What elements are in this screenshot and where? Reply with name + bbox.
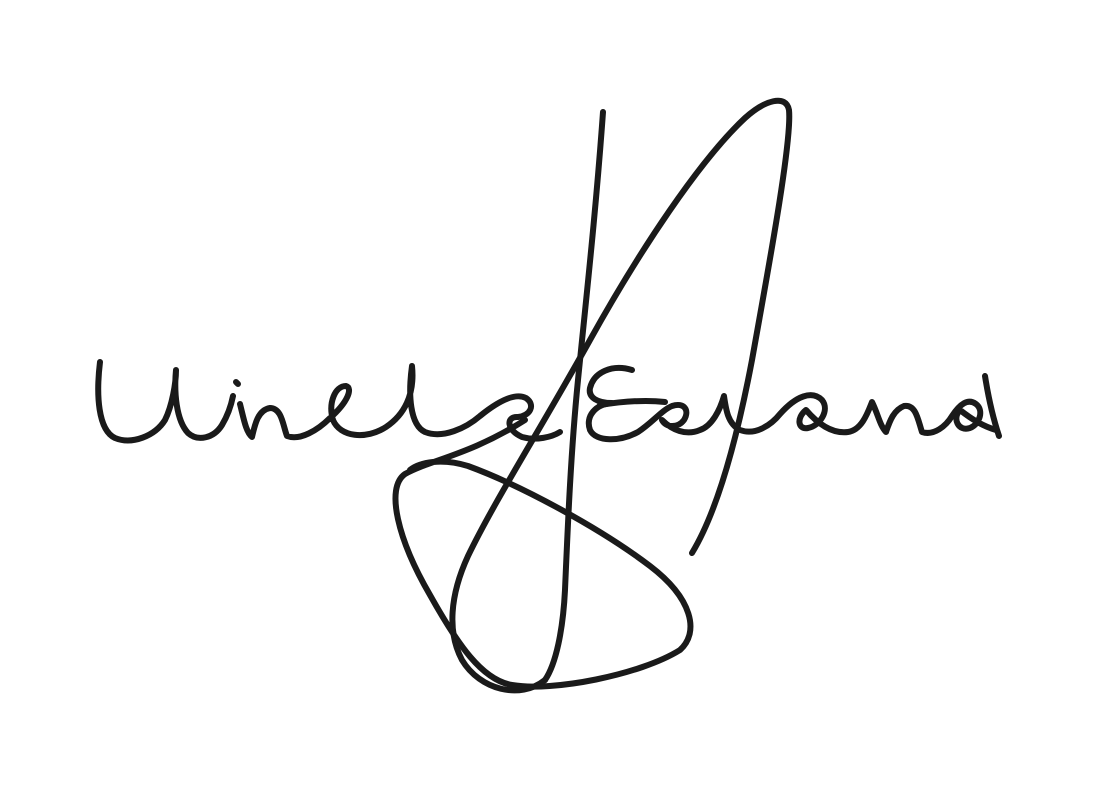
signature-stroke-oval bbox=[395, 420, 690, 687]
signature-stroke-first-word bbox=[98, 362, 560, 440]
signature-stroke-flourish bbox=[452, 101, 789, 691]
signature-strokes bbox=[98, 101, 999, 691]
signature-stroke-crossbar bbox=[600, 401, 665, 405]
